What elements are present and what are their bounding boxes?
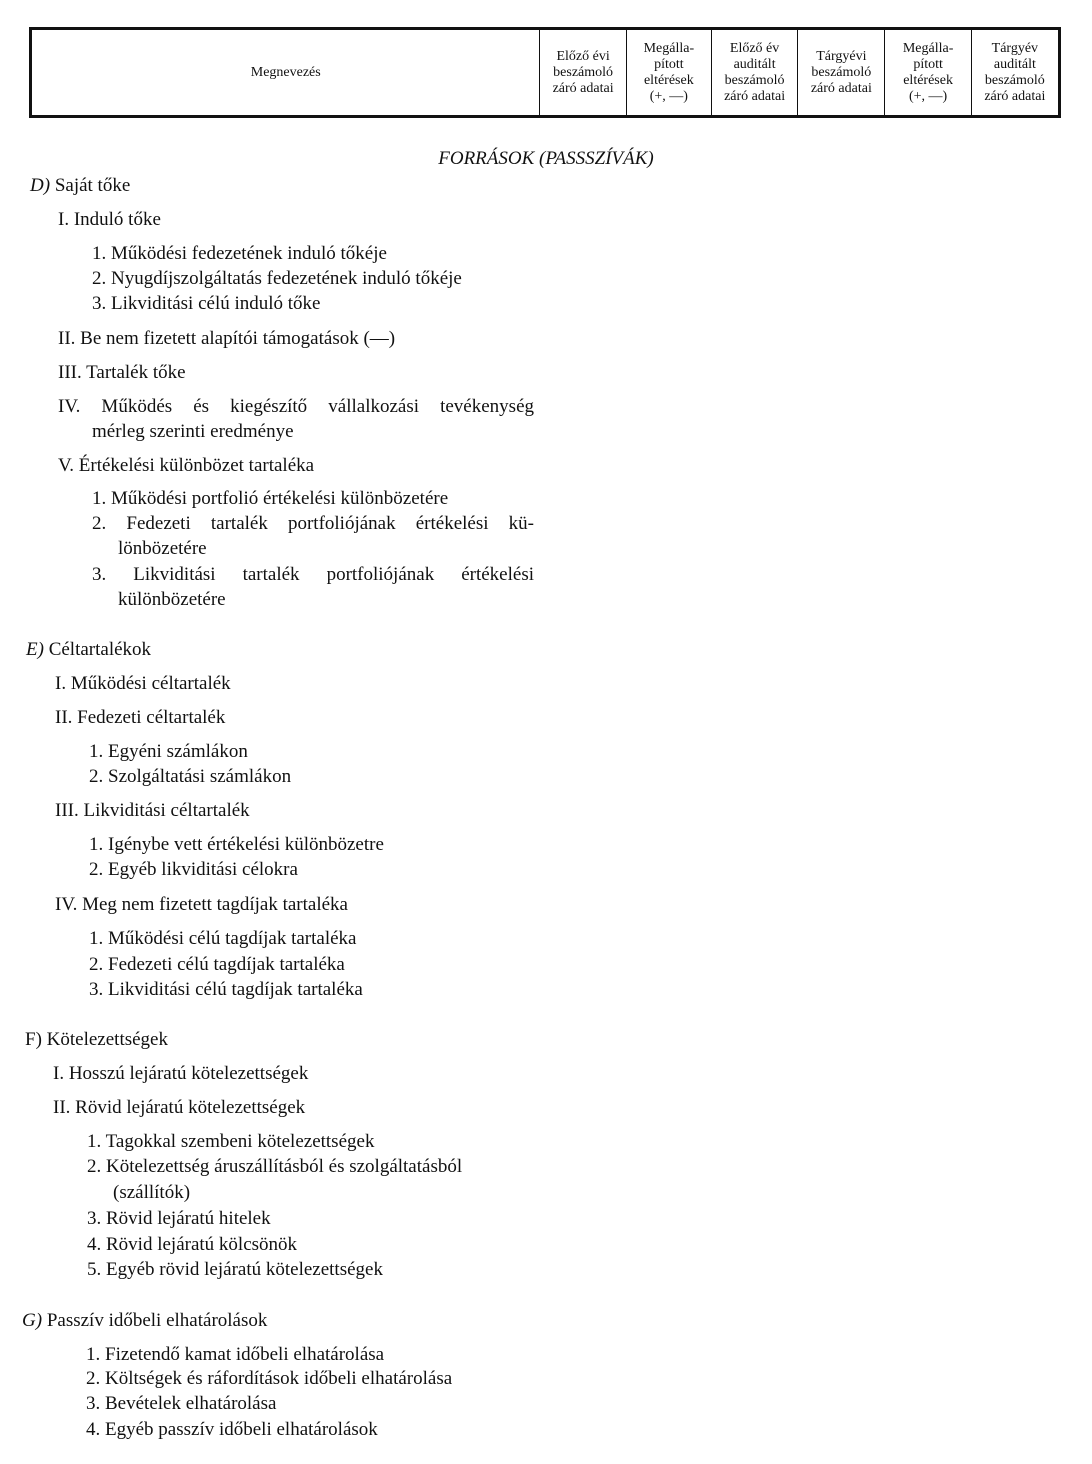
- col-current-audited: Tárgyév auditált beszámoló záró adatai: [971, 29, 1059, 117]
- section-d-letter: D): [30, 175, 51, 196]
- section-f-title: Kötelezettségek: [46, 1029, 168, 1050]
- d-item-v3-line2: különbözetére: [118, 589, 226, 610]
- f-item-ii2-line1: 2. Kötelezettség áruszállításból és szolgáltatásból: [87, 1156, 463, 1177]
- e-item-iv: IV. Meg nem fizetett tagdíjak tartaléka: [55, 894, 348, 915]
- g-item-3: 3. Bevételek elhatárolása: [86, 1393, 277, 1414]
- f-item-ii2-line2: (szállítók): [113, 1182, 191, 1203]
- d-item-i: I. Induló tőke: [58, 209, 161, 230]
- section-e-title: Céltartalékok: [48, 639, 152, 660]
- section-e-letter: E): [26, 639, 44, 660]
- d-item-i2: 2. Nyugdíjszolgáltatás fedezetének induló tőkéje: [92, 268, 462, 289]
- f-item-ii4: 4. Rövid lejáratú kölcsönök: [87, 1234, 298, 1255]
- section-d-title: Saját tőke: [54, 175, 131, 196]
- f-item-i: I. Hosszú lejáratú kötelezettségek: [53, 1063, 309, 1084]
- section-d-heading: [30, 173, 130, 198]
- d-item-v: V. Értékelési különbözet tartaléka: [58, 455, 315, 476]
- f-item-ii1: 1. Tagokkal szembeni kötelezettségek: [87, 1131, 375, 1152]
- f-item-ii5: 5. Egyéb rövid lejáratú kötelezettségek: [87, 1259, 383, 1280]
- col-prev-audited: Előző év auditált beszámoló záró adatai: [711, 29, 797, 117]
- e-item-ii1: 1. Egyéni számlákon: [89, 741, 248, 762]
- d-item-v2-line1: 2. Fedezeti tartalék portfoliójának értékelési kü-: [92, 513, 534, 534]
- e-item-ii: II. Fedezeti céltartalék: [55, 707, 226, 728]
- d-item-v1: 1. Működési portfolió értékelési különbözetére: [92, 488, 449, 509]
- d-item-iii: III. Tartalék tőke: [58, 362, 186, 383]
- col-current-report: Tárgyévi beszámoló záró adatai: [798, 29, 885, 117]
- d-item-v3-line1: 3. Likviditási tartalék portfoliójának értékelési: [92, 564, 534, 585]
- section-e-heading: [26, 637, 151, 662]
- e-item-iv1: 1. Működési célú tagdíjak tartaléka: [89, 928, 357, 949]
- g-item-4: 4. Egyéb passzív időbeli elhatárolások: [86, 1419, 378, 1440]
- d-item-iv-line1: IV. Működés és kiegészítő vállalkozási tevékenység: [58, 396, 534, 417]
- e-item-iii1: 1. Igénybe vett értékelési különbözetre: [89, 834, 384, 855]
- header-table: [29, 27, 1061, 118]
- e-item-iii: III. Likviditási céltartalék: [55, 800, 250, 821]
- section-f-letter: F): [25, 1029, 42, 1050]
- col-prev-report: Előző évi beszámoló záró adatai: [540, 29, 626, 117]
- d-item-v2-line2: lönbözetére: [118, 538, 207, 559]
- e-item-iv3: 3. Likviditási célú tagdíjak tartaléka: [89, 979, 363, 1000]
- d-item-iv-line2: mérleg szerinti eredménye: [92, 421, 294, 442]
- section-f-heading: [25, 1027, 168, 1052]
- section-g-title: Passzív időbeli elhatárolások: [46, 1310, 268, 1331]
- col-current-diff: Megálla- pított eltérések (+, —): [885, 29, 971, 117]
- d-item-i1: 1. Működési fedezetének induló tőkéje: [92, 243, 387, 264]
- section-title: FORRÁSOK (PASSSZÍVÁK): [438, 148, 654, 169]
- e-item-ii2: 2. Szolgáltatási számlákon: [89, 766, 292, 787]
- section-g-heading: [22, 1308, 267, 1333]
- g-item-2: 2. Költségek és ráfordítások időbeli elhatárolása: [86, 1368, 453, 1389]
- f-item-ii3: 3. Rövid lejáratú hitelek: [87, 1208, 271, 1229]
- g-item-1: 1. Fizetendő kamat időbeli elhatárolása: [86, 1344, 385, 1365]
- col-megnevezes: Megnevezés: [31, 29, 540, 117]
- e-item-iii2: 2. Egyéb likviditási célokra: [89, 859, 298, 880]
- e-item-iv2: 2. Fedezeti célú tagdíjak tartaléka: [89, 954, 345, 975]
- col-prev-diff: Megálla- pított eltérések (+, —): [626, 29, 711, 117]
- e-item-i: I. Működési céltartalék: [55, 673, 231, 694]
- f-item-ii: II. Rövid lejáratú kötelezettségek: [53, 1097, 306, 1118]
- d-item-ii: II. Be nem fizetett alapítói támogatások (—): [58, 328, 396, 349]
- section-g-letter: G): [22, 1310, 43, 1331]
- d-item-i3: 3. Likviditási célú induló tőke: [92, 293, 321, 314]
